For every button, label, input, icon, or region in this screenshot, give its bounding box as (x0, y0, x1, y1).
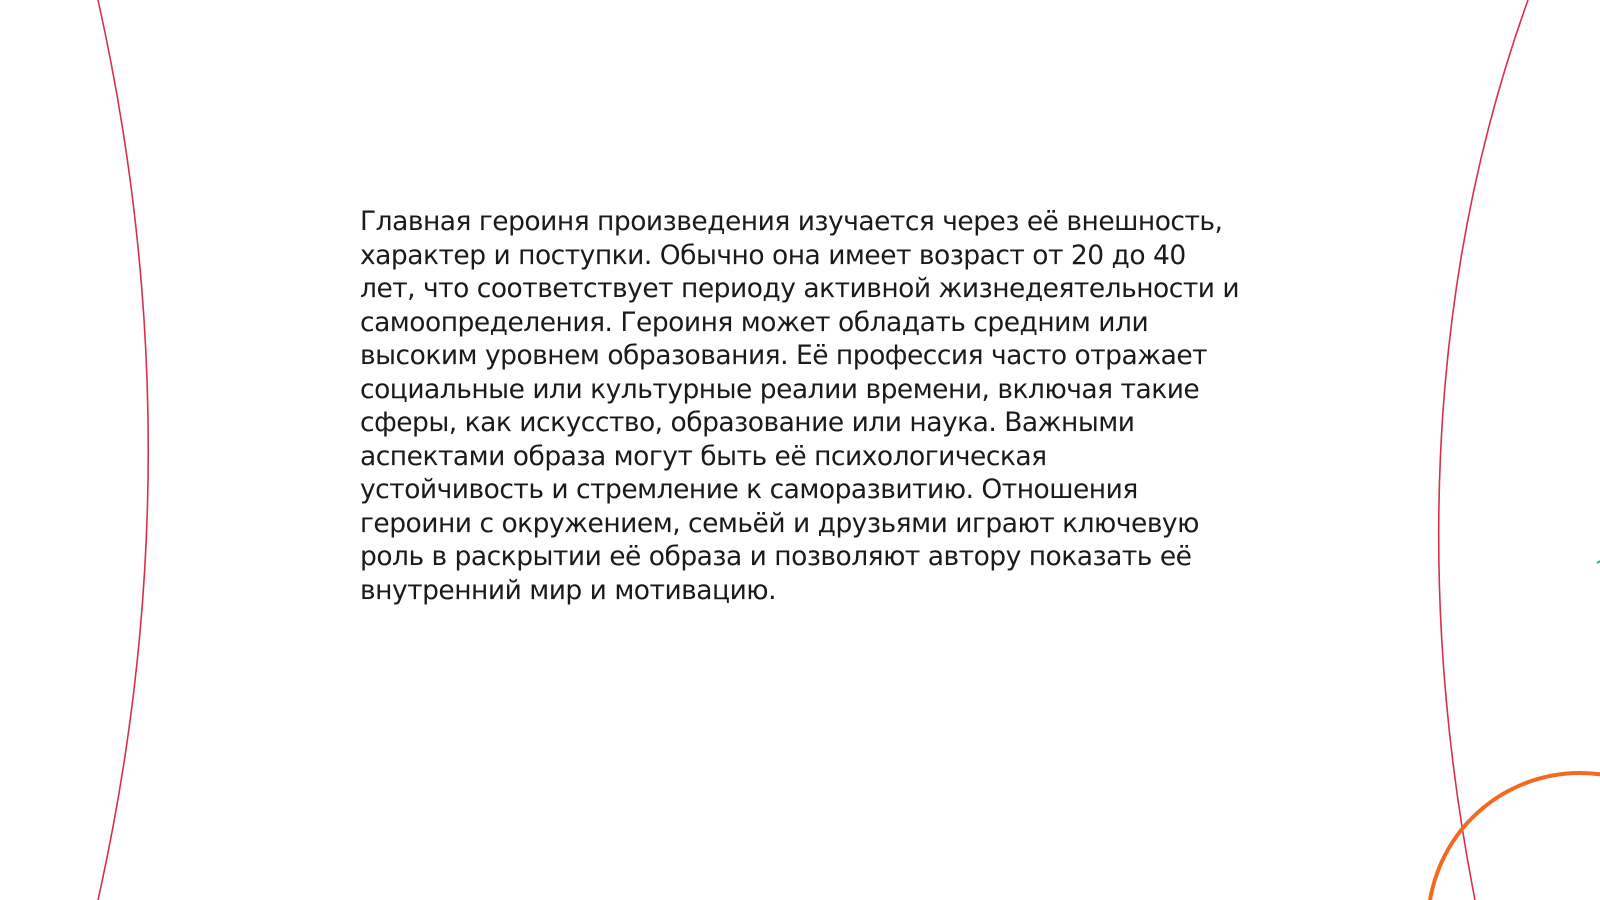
right-red-arc (1439, 0, 1528, 900)
orange-circle-arc (1428, 773, 1600, 900)
left-red-arc (98, 0, 148, 900)
body-paragraph: Главная героиня произведения изучается через её внешность, характер и поступки. Обычно она имеет возраст от 20 до 40 лет, что соответствует периоду активной жизнедеятельности и самоопределения. Героиня может обладать средним или высоким уровнем образования. Её профессия часто отражает социальные или культурные реалии времени, включая такие сферы, как искусство, образование или наука. Важными аспектами образа могут быть её психологическая устойчивость и стремление к саморазвитию. Отношения героини с окружением, семьёй и друзьями играют ключевую роль в раскрытии её образа и позволяют автору показать её внутренний мир и мотивацию. (360, 206, 1240, 606)
